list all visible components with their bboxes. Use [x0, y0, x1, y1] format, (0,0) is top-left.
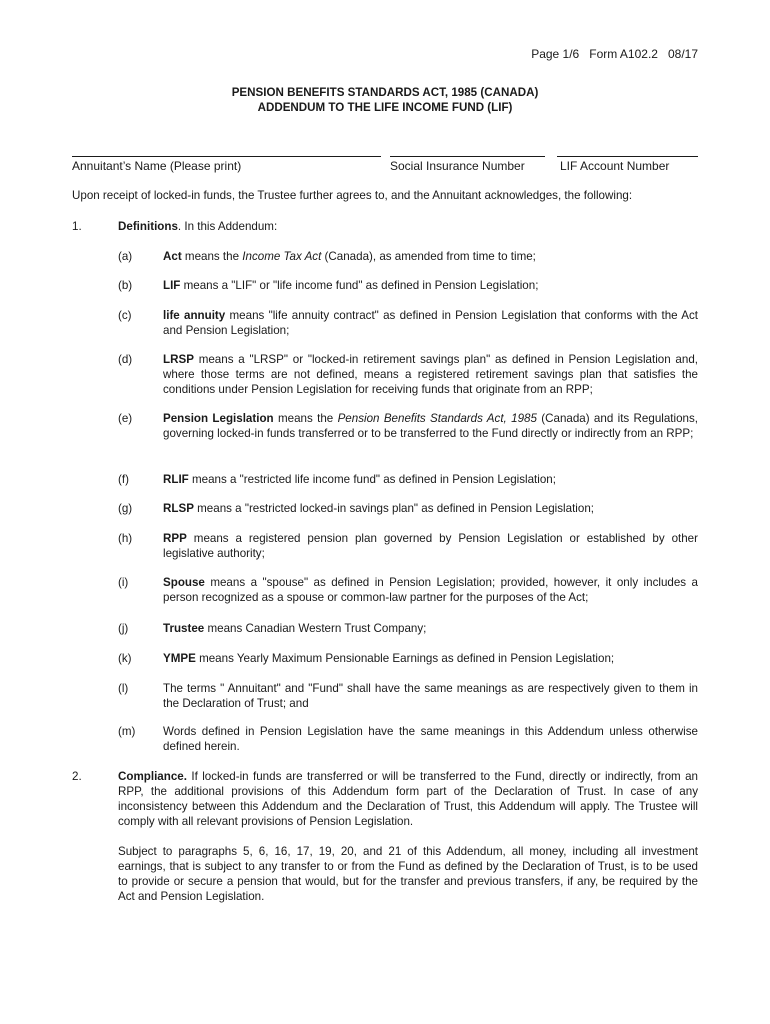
document-title: PENSION BENEFITS STANDARDS ACT, 1985 (CANADA) [231, 86, 539, 99]
document-subtitle: ADDENDUM TO THE LIFE INCOME FUND (LIF) [257, 101, 513, 114]
form-number: Form A102.2 [589, 47, 658, 61]
form-date: 08/17 [667, 47, 698, 61]
page-header [531, 47, 698, 62]
section-2-paragraph-1: Compliance. If locked-in funds are transferred or will be transferred to the Fund, directly or indirectly, from an RPP, the additional provisions of this Addendum form part of the Declaration of Trust. In case of any inconsistency between this Addendum and the Declaration of Trust, this Addendum will apply. The Trustee will comply with all relevant provisions of Pension Legislation. [118, 770, 698, 828]
section-2-number: 2. [72, 770, 82, 783]
annuitant-name-line[interactable] [72, 156, 381, 157]
section-1-heading: Definitions. In this Addendum: [118, 220, 278, 233]
section-1-number: 1. [72, 220, 82, 233]
section-2-paragraph-2: Subject to paragraphs 5, 6, 16, 17, 19, 20, and 21 of this Addendum, all money, including all investment earnings, that is subject to any transfer to or from the Fund as defined by the Declaration of Trust, is to be used to provide or secure a pension that would, but for the transfer and previous transfers, if any, be required by the Act and Pension Legislation. [118, 845, 698, 903]
sin-line[interactable] [390, 156, 545, 157]
annuitant-name-label: Annuitant’s Name (Please print) [72, 159, 242, 173]
page-number: Page 1/6 [531, 47, 580, 61]
lif-account-label: LIF Account Number [560, 159, 670, 173]
lif-account-line[interactable] [557, 156, 698, 157]
document-page: Page 1/6 Form A102.2 08/17 PENSION BENEFITS STANDARDS ACT, 1985 (CANADA) ADDENDUM TO THE LIFE INCOME FUND (LIF) Annuitant’s Name (Please print) Social Insurance Number LIF Account Number Upon receipt of locked-in funds, the Trustee further agrees to, and the Annuitant acknowledges, the following: 1. Definitions. In this Addendum: (a) Act means the Income Tax Act (Canada), as amended from time to time; (b) LIF means a "LIF" or "life income fund" as defined in Pension Legislation; (c) life annuity means "life annuity contract" as defined in Pension Legislation that conforms with the Act and Pension Legislation; (d) LRSP means a "LRSP" or "locked-in retirement savings plan" as defined in Pension Legislation and, where those terms are not defined, means a registered retirement savings plan that satisfies the conditions under Pension Legislation for receiving funds that originate from an RPP; (e) Pension Legislation means the Pension Benefits Standards Act, 1985 (Canada) and its Regulations, governing locked-in funds transferred or to be transferred to the Fund directly or indirectly from an RPP; (f) RLIF means a "restricted life income fund" as defined in Pension Legislation; (g) RLSP means a "restricted locked-in savings plan" as defined in Pension Legislation; (h) RPP means a registered pension plan governed by Pension Legislation or established by other legislative authority; (i) Spouse means a "spouse" as defined in Pension Legislation; provided, however, it only includes a person recognized as a spouse or common-law partner for the purposes of the Act; (j) Trustee means Canadian Western Trust Company; (k) YMPE means Yearly Maximum Pensionable Earnings as defined in Pension Legislation; (l) The terms " Annuitant" and "Fund" shall have the same meanings as are respectively given to them in the Declaration of Trust; and (m) Words defined in Pension Legislation have the same meanings in this Addendum unless otherwise defined herein. 2. Compliance. If locked-in funds are transferred or will be transferred to the Fund, directly or indirectly, from an RPP, the additional provisions of this Addendum form part of the Declaration of Trust. In case of any inconsistency between this Addendum and the Declaration of Trust, this Addendum will apply. The Trustee will comply with all relevant provisions of Pension Legislation. Subject to paragraphs 5, 6, 16, 17, 19, 20, and 21 of this Addendum, all money, including all investment earnings, that is subject to any transfer to or from the Fund as defined by the Declaration of Trust, is to be used to provide or secure a pension that would, but for the transfer and previous transfers, if any, be required by the Act and Pension Legislation. [0, 0, 770, 1024]
intro-paragraph: Upon receipt of locked-in funds, the Trustee further agrees to, and the Annuitant acknowledges, the following: [72, 189, 633, 202]
sin-label: Social Insurance Number [390, 159, 525, 173]
